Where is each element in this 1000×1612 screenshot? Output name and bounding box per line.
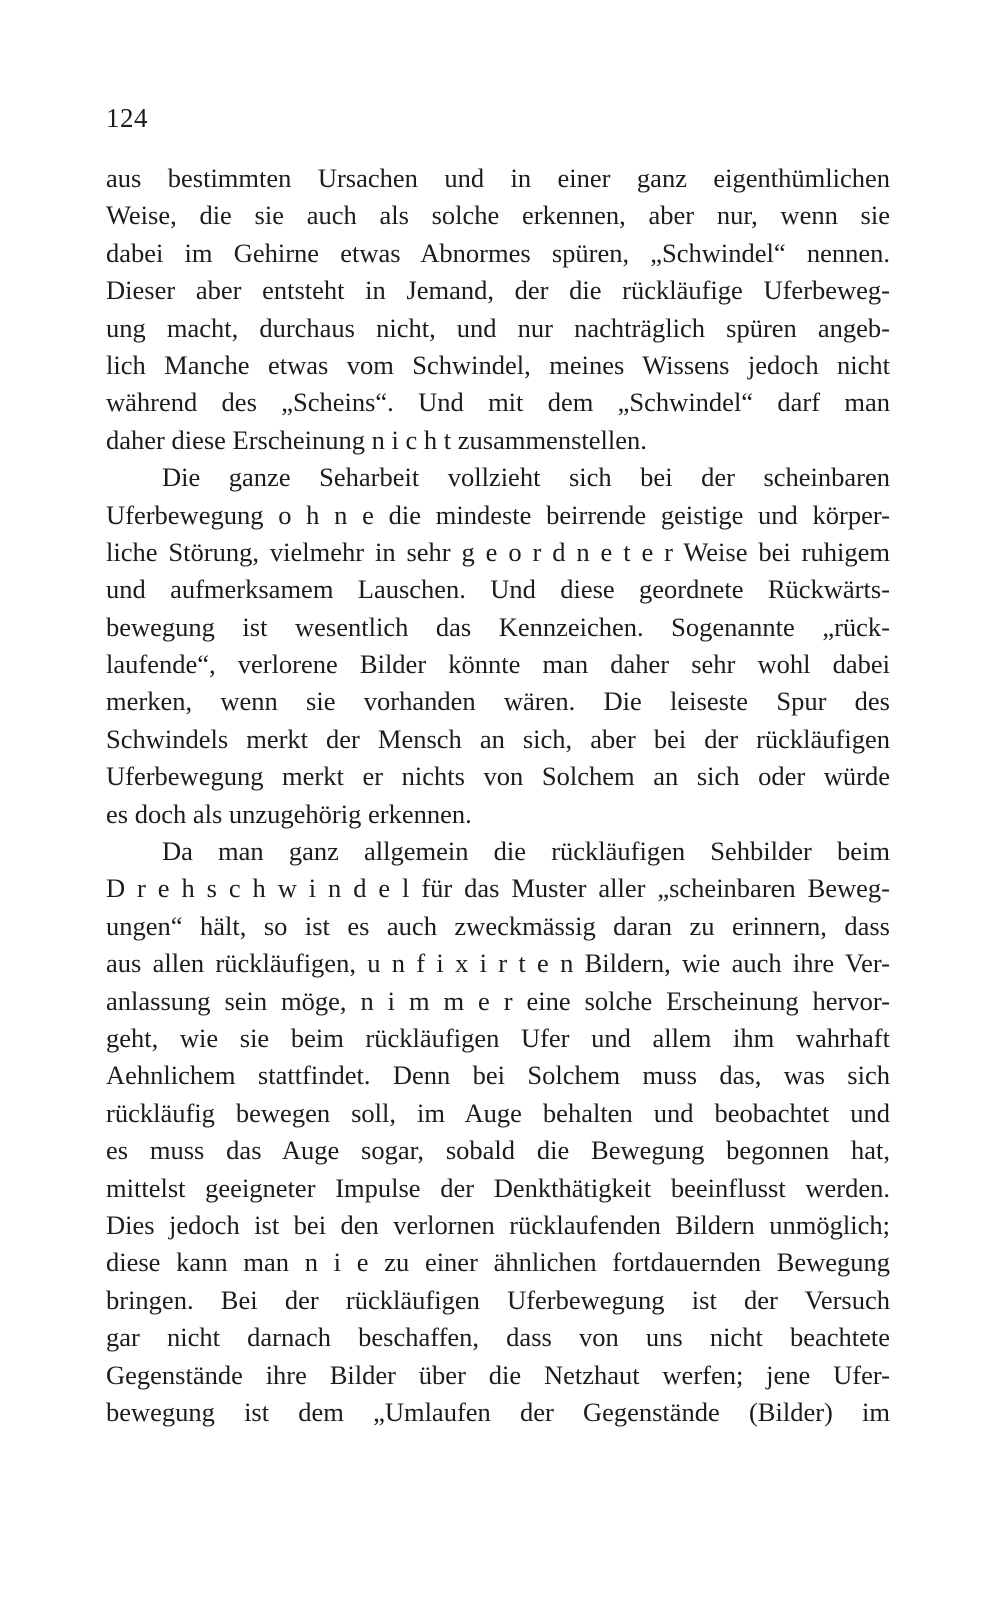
text-line: Gegenstände ihre Bilder über die Netzhaut werfen; jene Ufer- bbox=[106, 1359, 890, 1390]
text-line: es muss das Auge sogar, sobald die Bewegung begonnen hat, bbox=[106, 1135, 890, 1166]
page-number: 124 bbox=[106, 103, 148, 133]
text-line: aus bestimmten Ursachen und in einer ganz eigenthümlichen bbox=[106, 163, 890, 193]
body-text bbox=[106, 160, 890, 1431]
text-line: gar nicht darnach beschaffen, dass von uns nicht beachtete bbox=[106, 1322, 890, 1353]
text-line: während des „Scheins“. Und mit dem „Schwindel“ darf man bbox=[106, 387, 890, 418]
text-line: Uferbewegung merkt er nichts von Solchem an sich oder würde bbox=[106, 761, 890, 792]
text-line: Schwindels merkt der Mensch an sich, aber bei der rückläufigen bbox=[106, 723, 890, 754]
text-line: merken, wenn sie vorhanden wären. Die leiseste Spur des bbox=[106, 686, 890, 717]
text-line: geht, wie sie beim rückläufigen Ufer und allem ihm wahrhaft bbox=[106, 1022, 890, 1053]
text-line: Weise, die sie auch als solche erkennen, aber nur, wenn sie bbox=[106, 200, 890, 231]
text-line: aus allen rückläufigen, u n f i x i r t e n Bildern, wie auch ihre Ver- bbox=[106, 948, 890, 979]
text-line: Da man ganz allgemein die rückläufigen Sehbilder beim bbox=[162, 836, 890, 867]
text-line: mittelst geeigneter Impulse der Denkthätigkeit beeinflusst werden. bbox=[106, 1172, 890, 1203]
text-line: ung macht, durchaus nicht, und nur nachträglich spüren angeb- bbox=[106, 312, 890, 343]
text-line: Uferbewegung o h n e die mindeste beirrende geistige und körper- bbox=[106, 499, 890, 530]
text-line: und aufmerksamem Lauschen. Und diese geordnete Rückwärts- bbox=[106, 574, 890, 605]
text-line: bringen. Bei der rückläufigen Uferbewegung ist der Versuch bbox=[106, 1284, 890, 1315]
text-line: Aehnlichem stattfindet. Denn bei Solchem muss das, was sich bbox=[106, 1060, 890, 1091]
text-line: Dieser aber entsteht in Jemand, der die rückläufige Uferbeweg- bbox=[106, 275, 890, 306]
text-line: Die ganze Seharbeit vollzieht sich bei der scheinbaren bbox=[162, 462, 890, 493]
text-line: es doch als unzugehörig erkennen. bbox=[106, 798, 472, 829]
text-line: liche Störung, vielmehr in sehr g e o r d n e t e r Weise bei ruhigem bbox=[106, 536, 890, 567]
text-line: D r e h s c h w i n d e l für das Muster aller „scheinbaren Beweg- bbox=[106, 873, 890, 904]
text-line: anlassung sein möge, n i m m e r eine solche Erscheinung hervor- bbox=[106, 985, 890, 1016]
text-line: bewegung ist dem „Umlaufen der Gegenstände (Bilder) im bbox=[106, 1396, 890, 1427]
text-line: dabei im Gehirne etwas Abnormes spüren, „Schwindel“ nennen. bbox=[106, 237, 890, 268]
text-line: bewegung ist wesentlich das Kennzeichen. Sogenannte „rück- bbox=[106, 611, 890, 642]
text-line: daher diese Erscheinung n i c h t zusammenstellen. bbox=[106, 424, 647, 455]
text-line: laufende“, verlorene Bilder könnte man daher sehr wohl dabei bbox=[106, 649, 890, 680]
text-line: diese kann man n i e zu einer ähnlichen fortdauernden Bewegung bbox=[106, 1247, 890, 1278]
text-line: lich Manche etwas vom Schwindel, meines Wissens jedoch nicht bbox=[106, 349, 890, 380]
text-line: Dies jedoch ist bei den verlornen rücklaufenden Bildern unmöglich; bbox=[106, 1209, 890, 1240]
text-line: rückläufig bewegen soll, im Auge behalten und beobachtet und bbox=[106, 1097, 890, 1128]
text-line: ungen“ hält, so ist es auch zweckmässig daran zu erinnern, dass bbox=[106, 910, 890, 941]
